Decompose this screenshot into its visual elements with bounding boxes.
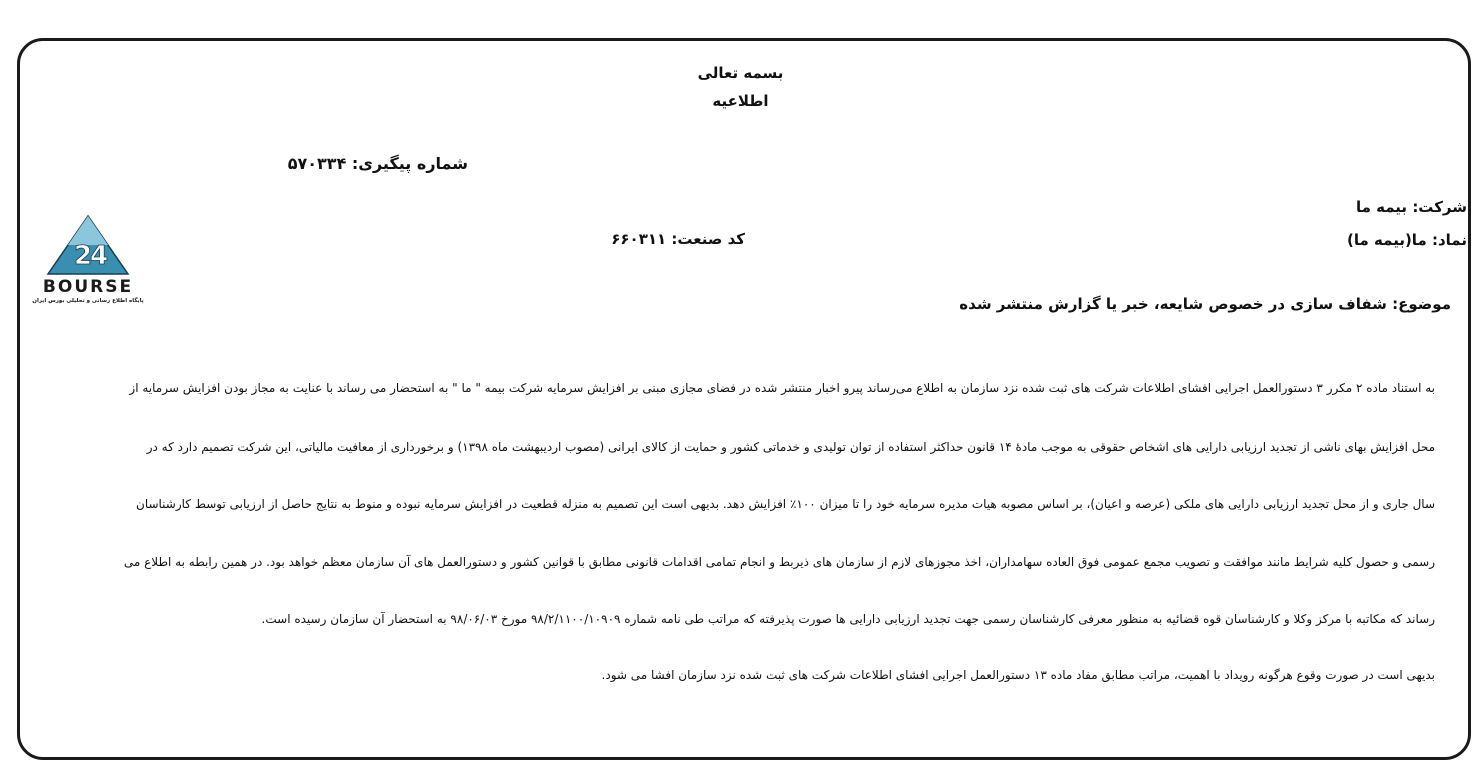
company-value: بیمه ما	[1356, 198, 1408, 216]
body-line: رساند که مکاتبه با مرکز وکلا و کارشناسان قوه قضائیه به منظور معرفی کارشناسان رسمی جهت تجدید ارزیابی دارایی ها صورت پذیرفته که مراتب طی نامه شماره ۹۸/۲/۱۱۰۰/۱۰۹۰۹ مورخ ۹۸/۰۶/۰۳ به استحضار آن سازمان رسیده است.	[261, 612, 1435, 626]
subject-value: شفاف سازی در خصوص شایعه، خبر یا گزارش منتشر شده	[959, 295, 1387, 313]
symbol-value: ما(بیمه ما)	[1347, 231, 1427, 249]
announcement-title: اطلاعیه	[712, 92, 769, 110]
body-line: رسمی و حصول کلیه شرایط مانند موافقت و تصویب مجمع عمومی فوق العاده سهامداران، اخذ مجوزهای لازم از سازمان های ذیربط و انجام تمامی اقدامات قانونی مطابق با قوانین کشور و دستورالعمل های آن سازمان معظم خواهد بود. در همین رابطه به اطلاع می	[123, 555, 1435, 569]
basmala-heading: بسمه تعالی	[697, 64, 784, 82]
symbol-field	[1347, 231, 1467, 249]
bourse-logo	[30, 212, 146, 312]
svg-text:4: 4	[90, 241, 109, 271]
svg-text:2: 2	[74, 241, 93, 271]
company-label: شرکت:	[1412, 198, 1467, 216]
logo-wordmark: BOURSE	[42, 277, 134, 297]
symbol-label: نماد:	[1431, 231, 1467, 249]
logo-tagline: پایگاه اطلاع رسانی و تحلیلی بورس ایران	[32, 298, 144, 304]
tracking-number	[287, 154, 468, 173]
body-line: سال جاری و از محل تجدید ارزیابی دارایی های ملکی (عرصه و اعیان)، بر اساس مصوبه هیات مدیره سرمایه خود را تا میزان ۱۰۰٪ افزایش دهد. بدیهی است این تصمیم به منزله قطعیت در افزایش سرمایه نبوده و منوط به نتایج حاصل از ارزیابی توسط کارشناسان	[136, 497, 1435, 511]
subject-line	[959, 295, 1451, 313]
body-line: به استناد ماده ۲ مکرر ۳ دستورالعمل اجرایی افشای اطلاعات شرکت های ثبت شده نزد سازمان به اطلاع می‌رساند پیرو اخبار منتشر شده در فضای مجازی مبنی بر افزایش سرمایه شرکت بیمه " ما " به استحضار می رساند با عنایت به مجاز بودن افزایش سرمایه از	[129, 381, 1435, 395]
company-field	[1356, 198, 1467, 216]
tracking-label: شماره پیگیری:	[351, 154, 468, 173]
bourse-logo-icon	[30, 212, 146, 282]
industry-label: کد صنعت:	[671, 230, 745, 248]
tracking-value: ۵۷۰۳۳۴	[287, 154, 347, 173]
document-frame	[17, 38, 1471, 760]
industry-value: ۶۶۰۳۱۱	[611, 230, 667, 248]
body-line: بدیهی است در صورت وقوع هرگونه رویداد با اهمیت، مراتب مطابق مفاد ماده ۱۳ دستورالعمل اجرایی افشای اطلاعات شرکت های ثبت شده نزد سازمان افشا می شود.	[601, 668, 1435, 682]
subject-label: موضوع:	[1392, 295, 1451, 313]
industry-code	[605, 230, 745, 248]
body-line: محل افزایش بهای ناشی از تجدید ارزیابی دارایی های اشخاص حقوقی به موجب مادهٔ ۱۴ قانون حداکثر استفاده از توان تولیدی و خدماتی کشور و حمایت از کالای ایرانی (مصوب اردیبهشت ماه ۱۳۹۸) و برخورداری از معافیت مالیاتی، این شرکت تصمیم دارد که در	[146, 440, 1435, 454]
